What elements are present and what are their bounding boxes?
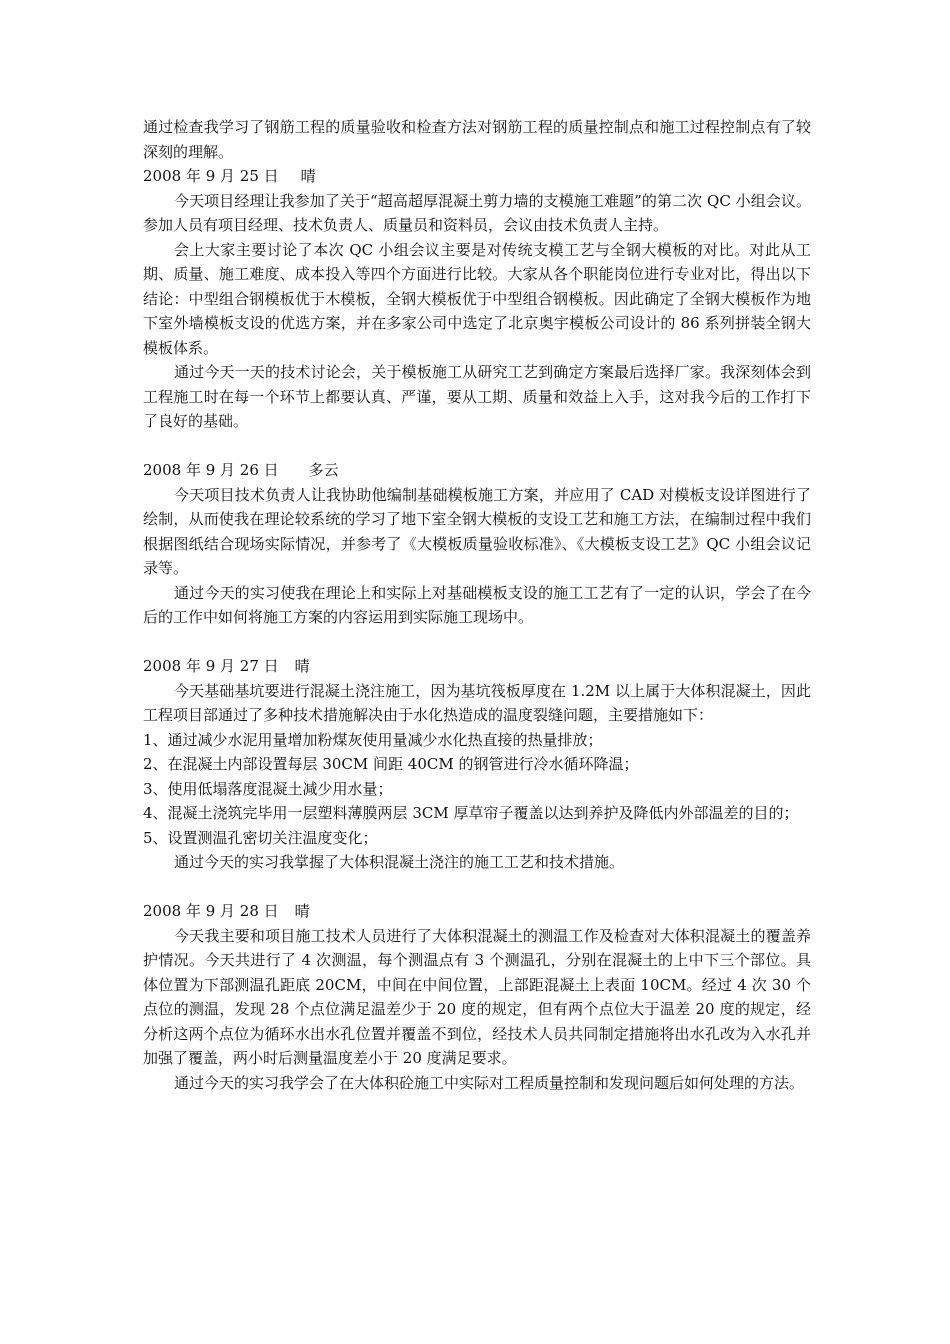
entry-paragraph: 今天我主要和项目施工技术人员进行了大体积混凝土的测温工作及检查对大体积混凝土的覆盖养护情况。今天共进行了 4 次测温，每个测温点有 3 个测温孔，分别在混凝土的上中下三个部位。具体位置为下部测温孔距底 20CM，中间在中间位置，上部距混凝土上表面 10CM。经过 4 次 30 个点位的测温，发现 28 个点位满足温差少于 20 度的规定，但有两个点位大于温差 20 度的规定，经分析这两个点位为循环水出水孔位置并覆盖不到位，经技术人员共同制定措施将出水孔改为入水孔并加强了覆盖，两小时后测量温度差小于 20 度满足要求。 [143,926,811,1067]
entry-date-line [143,899,811,924]
entry-date-line [143,458,811,483]
entry-weather: 晴 [294,657,310,675]
spacer [143,434,811,459]
entry-date: 2008 年 9 月 28 日 [143,902,279,920]
entry-lead-paragraph: 今天基础基坑要进行混凝土浇注施工，因为基坑筏板厚度在 1.2M 以上属于大体积混凝土，因此工程项目部通过了多种技术措施解决由于水化热造成的温度裂缝问题，主要措施如下： [143,681,811,724]
document-body [143,115,811,1095]
entry-weather: 晴 [300,167,316,185]
entry-paragraph: 会上大家主要讨论了本次 QC 小组会议主要是对传统支模工艺与全钢大模板的对比。对此从工期、质量、施工难度、成本投入等四个方面进行比较。大家从各个职能岗位进行专业对比，得出以下结论：中型组合钢模板优于木模板，全钢大模板优于中型组合钢模板。因此确定了全钢大模板作为地下室外墙模板支设的优选方案，并在多家公司中选定了北京奥宇模板公司设计的 86 系列拼装全钢大模板体系。 [143,240,811,357]
entry-weather: 晴 [294,902,310,920]
intro-paragraph: 通过检查我学习了钢筋工程的质量验收和检查方法对钢筋工程的质量控制点和施工过程控制点有了较深刻的理解。 [143,118,811,161]
entry-date-line [143,164,811,189]
entry-paragraph: 通过今天的实习使我在理论上和实际上对基础模板支设的施工工艺有了一定的认识，学会了在今后的工作中如何将施工方案的内容运用到实际施工现场中。 [143,583,811,626]
entry-paragraph: 通过今天一天的技术讨论会，关于模板施工从研究工艺到确定方案最后选择厂家。我深刻体会到工程施工时在每一个环节上都要认真、严谨，要从工期、质量和效益上入手，这对我今后的工作打下了良好的基础。 [143,363,811,430]
entry-date-line [143,654,811,679]
measure-list-item: 1、通过减少水泥用量增加粉煤灰使用量减少水化热直接的热量排放； [143,730,603,749]
entry-paragraph: 今天项目经理让我参加了关于“超高超厚混凝土剪力墙的支模施工难题”的第二次 QC 小组会议。参加人员有项目经理、技术负责人、质量员和资料员，会议由技术负责人主持。 [143,191,811,234]
spacer [143,875,811,900]
entry-weather: 多云 [308,461,339,479]
measure-list-item: 5、设置测温孔密切关注温度变化； [143,828,378,847]
entry-date: 2008 年 9 月 27 日 [143,657,279,675]
spacer [143,630,811,655]
entry-date: 2008 年 9 月 26 日 [143,461,279,479]
measure-list-item: 3、使用低塌落度混凝土减少用水量； [143,779,393,798]
measure-list-item: 4、混凝土浇筑完毕用一层塑料薄膜两层 3CM 厚草帘子覆盖以达到养护及降低内外部温差的目的； [143,804,799,822]
entry-paragraph: 今天项目技术负责人让我协助他编制基础模板施工方案，并应用了 CAD 对模板支设详图进行了绘制，从而使我在理论较系统的学习了地下室全钢大模板的支设工艺和施工方法，在编制过程中我们根据图纸结合现场实际情况，并参考了《大模板质量验收标准》、《大模板支设工艺》QC 小组会议记录等。 [143,485,811,577]
entry-date: 2008 年 9 月 25 日 [143,167,279,185]
entry-summary: 通过今天的实习我掌握了大体积混凝土浇注的施工工艺和技术措施。 [174,853,625,871]
measure-list-item: 2、在混凝土内部设置每层 30CM 间距 40CM 的钢管进行冷水循环降温； [143,755,639,773]
entry-paragraph: 通过今天的实习我学会了在大体积砼施工中实际对工程质量控制和发现问题后如何处理的方法。 [174,1073,805,1092]
